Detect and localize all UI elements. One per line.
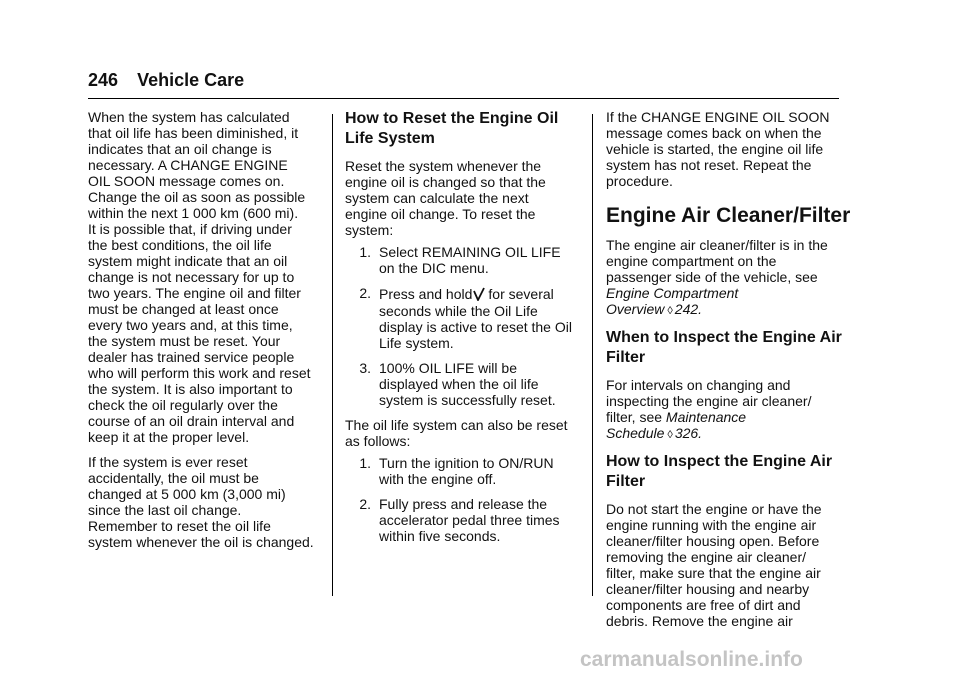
text-line: seconds while the Oil Life xyxy=(379,303,538,319)
section-heading-reset-oil-life xyxy=(345,109,585,149)
text-line: changed at 5 000 km (3,000 mi) xyxy=(88,486,286,502)
text-line: accidentally, the oil must be xyxy=(88,470,259,486)
xref-link-engine-compartment[interactable]: Engine Compartment xyxy=(606,285,739,301)
text-line: that oil life has been diminished, it xyxy=(88,125,299,141)
paragraph-oil-life-diminished xyxy=(88,109,328,445)
heading-line: How to Reset the Engine Oil xyxy=(345,110,559,127)
text-line: For intervals on changing and xyxy=(606,377,791,393)
list-item xyxy=(345,360,585,408)
text-line: inspecting the engine air cleaner/ xyxy=(606,393,812,409)
text-line: filter, make sure that the engine air xyxy=(606,565,821,581)
text-line: The oil life system can also be reset xyxy=(345,417,568,433)
text-line: Life system. xyxy=(379,335,454,351)
step-text: for several xyxy=(488,286,554,302)
text-line xyxy=(379,285,585,303)
text-line: Turn the ignition to ON/RUN xyxy=(379,455,554,471)
paragraph-reset-intro xyxy=(345,158,585,238)
text-line: passenger side of the vehicle, see xyxy=(606,269,818,285)
text-line: the system must be reset. Your xyxy=(88,333,281,349)
heading-line: Filter xyxy=(606,349,646,366)
heading-line: Filter xyxy=(606,473,646,490)
page-ref[interactable]: 242. xyxy=(674,301,703,317)
heading-line: When to Inspect the Engine Air xyxy=(606,329,842,346)
text-line: on the DIC menu. xyxy=(379,260,489,276)
column-3 xyxy=(606,109,851,629)
text-line: check the oil regularly over the xyxy=(88,397,278,413)
watermark: carmanualsonline.info xyxy=(580,648,803,671)
text-line: It is possible that, if driving under xyxy=(88,221,292,237)
text-line: Change the oil as soon as possible xyxy=(88,189,306,205)
text-fragment: filter, see xyxy=(606,409,663,425)
column-divider-1 xyxy=(332,114,333,596)
text-line: engine oil is changed so that the xyxy=(345,174,546,190)
xref-link-schedule[interactable]: Schedule xyxy=(606,425,665,441)
paragraph-accidental-reset xyxy=(88,454,328,550)
checkmark-icon xyxy=(473,287,485,301)
text-line: Fully press and release the xyxy=(379,496,548,512)
list-item xyxy=(345,455,585,487)
text-line: cleaner/filter housing and nearby xyxy=(606,581,810,597)
text-line: When the system has calculated xyxy=(88,109,290,125)
text-line: system: xyxy=(345,222,394,238)
text-line: Reset the system whenever the xyxy=(345,158,542,174)
page-ref-icon: ◊ xyxy=(667,429,673,441)
paragraph-alt-reset xyxy=(345,417,585,449)
text-line: must be changed at least once xyxy=(88,301,279,317)
text-line: as follows: xyxy=(345,433,411,449)
page-header xyxy=(88,70,244,91)
column-divider-2 xyxy=(592,114,593,596)
step-text: Press and hold xyxy=(379,286,473,302)
text-line: since the last oil change. xyxy=(88,502,242,518)
text-line: The engine air cleaner/filter is in the xyxy=(606,237,828,253)
text-line: engine oil change. To reset the xyxy=(345,206,536,222)
alt-reset-steps-list xyxy=(345,455,585,544)
heading-line: Life System xyxy=(345,130,435,147)
text-line: system can calculate the next xyxy=(345,190,529,206)
text-line: removing the engine air cleaner/ xyxy=(606,549,807,565)
step-number: 2. xyxy=(359,496,371,512)
paragraph-oil-soon-returns xyxy=(606,109,846,189)
page-ref-icon: ◊ xyxy=(667,305,673,317)
text-line: engine running with the engine air xyxy=(606,517,817,533)
text-line: components are free of dirt and xyxy=(606,597,801,613)
paragraph-inspection-intervals xyxy=(606,377,846,443)
text-line xyxy=(606,301,846,319)
text-line: engine compartment on the xyxy=(606,253,777,269)
text-line: cleaner/filter housing open. Before xyxy=(606,533,820,549)
section-title: Vehicle Care xyxy=(137,70,245,90)
text-line: within five seconds. xyxy=(379,528,501,544)
text-line: OIL SOON message comes on. xyxy=(88,173,285,189)
text-line: message comes back on when the xyxy=(606,125,822,141)
text-line: indicates that an oil change is xyxy=(88,141,272,157)
text-line: necessary. A CHANGE ENGINE xyxy=(88,157,288,173)
step-number: 1. xyxy=(359,244,371,260)
text-line: the system. It is also important to xyxy=(88,381,293,397)
text-line: system whenever the oil is changed. xyxy=(88,534,314,550)
text-line: accelerator pedal three times xyxy=(379,512,560,528)
text-line: Remember to reset the oil life xyxy=(88,518,271,534)
text-line: keep it at the proper level. xyxy=(88,429,250,445)
text-line: course of an oil drain interval and xyxy=(88,413,295,429)
text-line: two years. The engine oil and filter xyxy=(88,285,301,301)
list-item xyxy=(345,285,585,351)
text-line: system has not reset. Repeat the xyxy=(606,157,812,173)
xref-link-maintenance[interactable]: Maintenance xyxy=(665,409,747,425)
text-line: displayed when the oil life xyxy=(379,376,539,392)
paragraph-inspection-procedure xyxy=(606,501,846,629)
xref-link-overview[interactable]: Overview xyxy=(606,301,665,317)
text-line: 100% OIL LIFE will be xyxy=(379,360,517,376)
text-line: change is not necessary for up to xyxy=(88,269,295,285)
column-1 xyxy=(88,109,328,550)
text-line: every two years and, at this time, xyxy=(88,317,293,333)
text-line: Select REMAINING OIL LIFE xyxy=(379,244,561,260)
text-line xyxy=(606,409,846,425)
heading-line: How to Inspect the Engine Air xyxy=(606,453,833,470)
paragraph-air-cleaner-location xyxy=(606,237,846,319)
text-line: system is successfully reset. xyxy=(379,392,556,408)
section-heading-when-to-inspect xyxy=(606,328,846,368)
text-line: debris. Remove the engine air xyxy=(606,613,793,629)
text-line: within the next 1 000 km (600 mi). xyxy=(88,205,299,221)
text-line xyxy=(606,425,846,443)
text-line: who will perform this work and reset xyxy=(88,365,311,381)
step-number: 3. xyxy=(359,360,371,376)
text-line: display is active to reset the Oil xyxy=(379,319,572,335)
text-line: with the engine off. xyxy=(379,471,497,487)
page-ref[interactable]: 326. xyxy=(674,425,703,441)
text-line: vehicle is started, the engine oil life xyxy=(606,141,824,157)
column-2 xyxy=(345,109,585,544)
text-line: dealer has trained service people xyxy=(88,349,295,365)
reset-steps-list xyxy=(345,244,585,408)
list-item xyxy=(345,496,585,544)
page-number: 246 xyxy=(88,70,119,90)
text-line: procedure. xyxy=(606,173,673,189)
step-number: 1. xyxy=(359,455,371,471)
text-line: Do not start the engine or have the xyxy=(606,501,822,517)
list-item xyxy=(345,244,585,276)
section-title-air-cleaner: Engine Air Cleaner/Filter xyxy=(606,204,851,227)
header-rule xyxy=(88,98,839,99)
step-number: 2. xyxy=(359,285,371,301)
text-line: If the system is ever reset xyxy=(88,454,248,470)
text-line: system might indicate that an oil xyxy=(88,253,288,269)
text-line: the best conditions, the oil life xyxy=(88,237,272,253)
section-heading-how-to-inspect xyxy=(606,452,846,492)
text-line: If the CHANGE ENGINE OIL SOON xyxy=(606,109,830,125)
